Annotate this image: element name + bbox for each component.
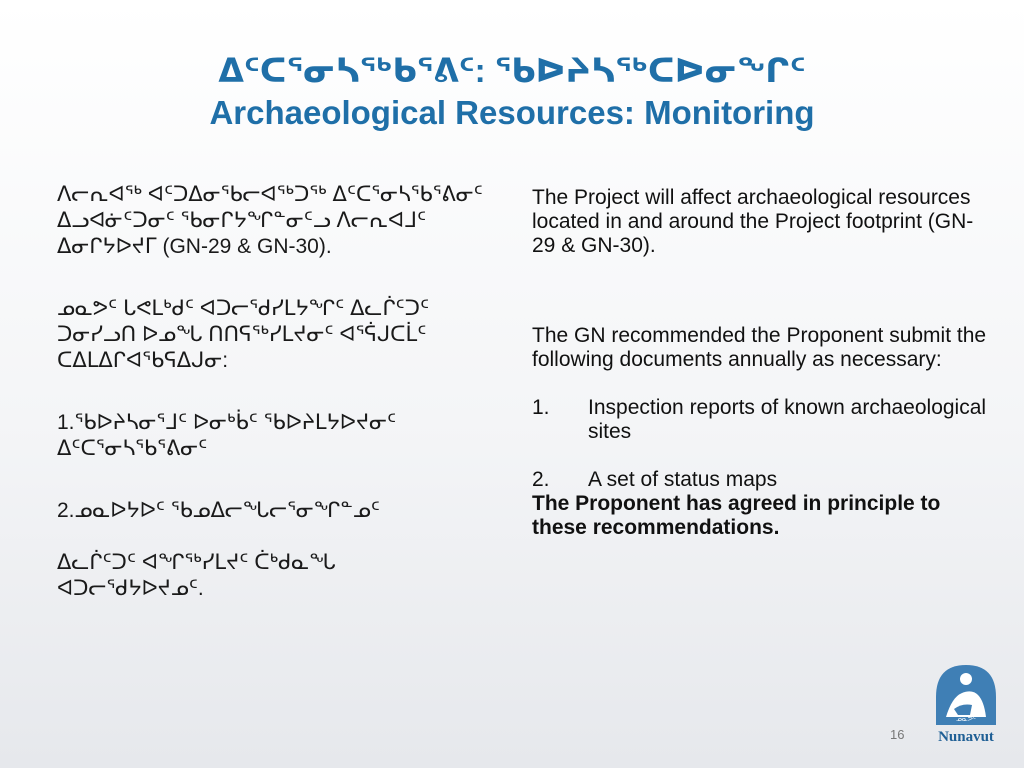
page-number: 16	[890, 727, 905, 742]
list-text: A set of status maps	[588, 468, 778, 491]
left-paragraph-1: ᐱᓕᕆᐊᖅ ᐊᑦᑐᐃᓂᖃᓕᐊᖅᑐᖅ ᐃᑦᑕᕐᓂᓴᖃᕐᕕᓂᑦ ᐃᓗᐊᓃᑦᑐᓂᑦ ᖃᓂᒋᔭᖏᓐᓂᑦᓗ ᐱᓕᕆᐊᒧᑦ ᐃᓂᒋᔭᐅᔪᒥ (GN-29 & GN-30).	[57, 183, 483, 258]
logo-text: Nunavut	[938, 729, 994, 745]
left-column-syllabics	[57, 182, 487, 638]
left-paragraph-2: ᓄᓇᕗᑦ ᒐᕙᒪᒃᑯᑦ ᐊᑐᓕᕐᑯᓯᒪᔭᖏᑦ ᐃᓚᒌᑦᑐᑦ ᑐᓂᓯᓗᑎ ᐅᓄᖓ ᑎᑎᕋᖅᓯᒪᔪᓂᑦ ᐊᕐᕌᒍᑕᒫᑦ ᑕᐃᒪᐃᒋᐊᖃᕋᐃᒍᓂ:	[57, 297, 430, 372]
recommend-paragraph: The GN recommended the Proponent submit the following documents annually as necessary:	[532, 324, 987, 371]
right-column-english	[532, 186, 992, 540]
left-paragraph-5: ᐃᓚᒌᑦᑐᑦ ᐊᖏᖅᓯᒪᔪᑦ ᑖᒃᑯᓇᖓ ᐊᑐᓕᕐᑯᔭᐅᔪᓄᑦ.	[57, 551, 336, 600]
list-number: 1.	[532, 396, 550, 419]
left-paragraph-3: 1.ᖃᐅᔨᓴᓂᕐᒧᑦ ᐅᓂᒃᑳᑦ ᖃᐅᔨᒪᔭᐅᔪᓂᑦ ᐃᑦᑕᕐᓂᓴᖃᕐᕕᓂᑦ	[57, 411, 397, 460]
title-syllabics: ᐃᑦᑕᕐᓂᓴᖅᑲᕐᕕᑦ: ᖃᐅᔨᓴᖅᑕᐅᓂᖏᑦ	[218, 52, 806, 89]
logo-star-icon	[960, 673, 972, 685]
nunavut-logo	[932, 663, 1000, 747]
list-item	[532, 468, 992, 492]
list-item	[532, 396, 992, 444]
left-paragraph-4: 2.ᓄᓇᐅᔭᐅᑦ ᖃᓄᐃᓕᖓᓕᕐᓂᖏᓐᓄᑦ	[57, 499, 380, 522]
list-text: Inspection reports of known archaeological sites	[588, 396, 987, 443]
slide-title	[0, 50, 1024, 134]
intro-paragraph: The Project will affect archaeological resources located in and around the Project footprint (GN-29 & GN-30).	[532, 186, 974, 257]
logo-syllabics: ᓄᓇᕗᑦ	[955, 715, 977, 723]
title-english: Archaeological Resources: Monitoring	[209, 94, 815, 131]
agreement-statement: The Proponent has agreed in principle to these recommendations.	[532, 492, 941, 539]
list-number: 2.	[532, 468, 550, 491]
